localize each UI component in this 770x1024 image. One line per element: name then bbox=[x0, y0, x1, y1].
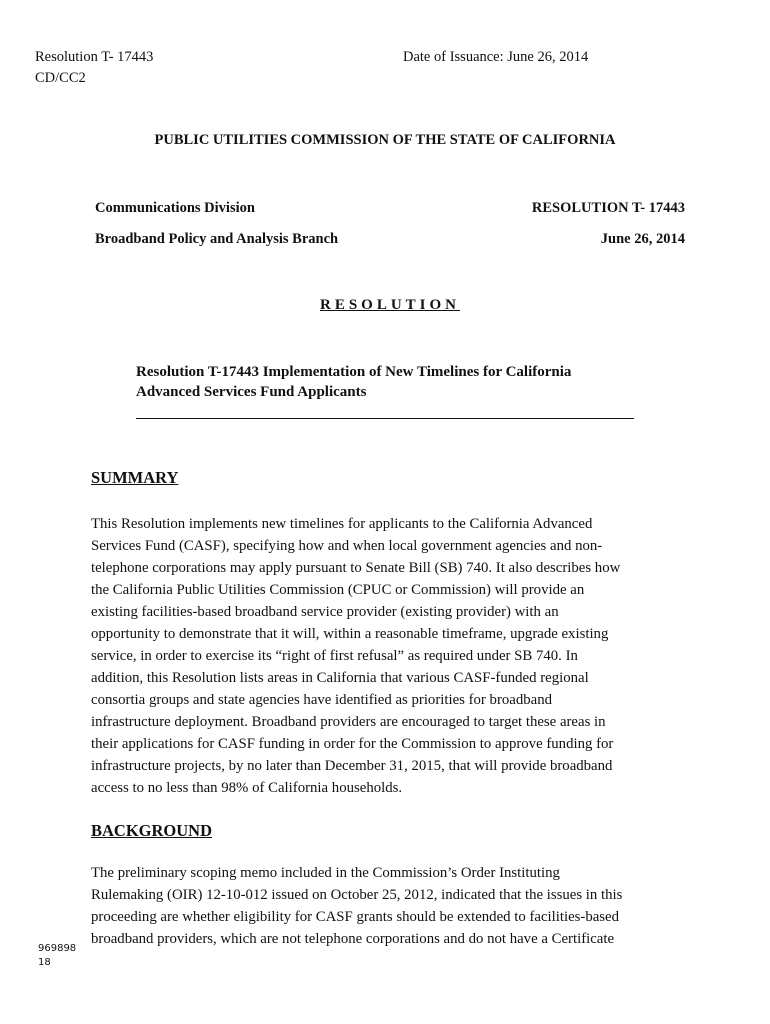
summary-line: existing facilities-based broadband service provider (existing provider) with an bbox=[91, 604, 559, 620]
document-number: 969898 bbox=[38, 943, 77, 954]
background-line: Rulemaking (OIR) 12-10-012 issued on October 25, 2012, indicated that the issues in this bbox=[91, 887, 623, 903]
background-line: The preliminary scoping memo included in the Commission’s Order Instituting bbox=[91, 865, 560, 881]
summary-line: opportunity to demonstrate that it will, within a reasonable timeframe, upgrade existing bbox=[91, 626, 609, 642]
background-line: proceeding are whether eligibility for CASF grants should be extended to facilities-based bbox=[91, 909, 620, 925]
summary-line: service, in order to exercise its “right of first refusal” as required under SB 740. In bbox=[91, 648, 578, 664]
division-name: Communications Division bbox=[95, 200, 255, 216]
issuance-date: Date of Issuance: June 26, 2014 bbox=[403, 49, 589, 65]
resolution-heading: RESOLUTION bbox=[319, 297, 461, 313]
summary-line: consortia groups and state agencies have identified as priorities for broadband bbox=[91, 692, 553, 708]
summary-line: addition, this Resolution lists areas in California that various CASF-funded regional bbox=[91, 670, 589, 686]
resolution-subject: Resolution T-17443 Implementation of New Timelines for California Advanced Services Fund Applicants bbox=[136, 364, 572, 400]
division-code: CD/CC2 bbox=[35, 70, 86, 86]
summary-line: infrastructure projects, by no later than December 31, 2015, that will provide broadband bbox=[91, 758, 613, 774]
summary-line: access to no less than 98% of California households. bbox=[91, 780, 403, 796]
summary-line: the California Public Utilities Commission (CPUC or Commission) will provide an bbox=[91, 582, 585, 598]
resolution-number-header: Resolution T- 17443 bbox=[35, 49, 154, 65]
commission-title: PUBLIC UTILITIES COMMISSION OF THE STATE OF CALIFORNIA bbox=[154, 132, 616, 148]
summary-line: This Resolution implements new timelines for applicants to the California Advanced bbox=[91, 516, 593, 532]
resolution-number: RESOLUTION T- 17443 bbox=[531, 200, 685, 216]
background-line: broadband providers, which are not telephone corporations and do not have a Certificate bbox=[91, 931, 615, 947]
page-number: 18 bbox=[38, 957, 51, 968]
resolution-date: June 26, 2014 bbox=[600, 231, 685, 247]
summary-paragraph bbox=[91, 513, 620, 799]
subject-divider bbox=[136, 418, 634, 419]
summary-line: their applications for CASF funding in order for the Commission to approve funding for bbox=[91, 736, 614, 752]
summary-heading: SUMMARY bbox=[91, 468, 179, 487]
summary-line: telephone corporations may apply pursuant to Senate Bill (SB) 740. It also describes how bbox=[91, 560, 621, 576]
summary-line: infrastructure deployment. Broadband providers are encouraged to target these areas in bbox=[91, 714, 606, 730]
summary-line: Services Fund (CASF), specifying how and when local government agencies and non- bbox=[91, 538, 603, 554]
background-paragraph bbox=[91, 862, 622, 950]
background-heading: BACKGROUND bbox=[91, 821, 213, 840]
branch-name: Broadband Policy and Analysis Branch bbox=[95, 231, 339, 247]
